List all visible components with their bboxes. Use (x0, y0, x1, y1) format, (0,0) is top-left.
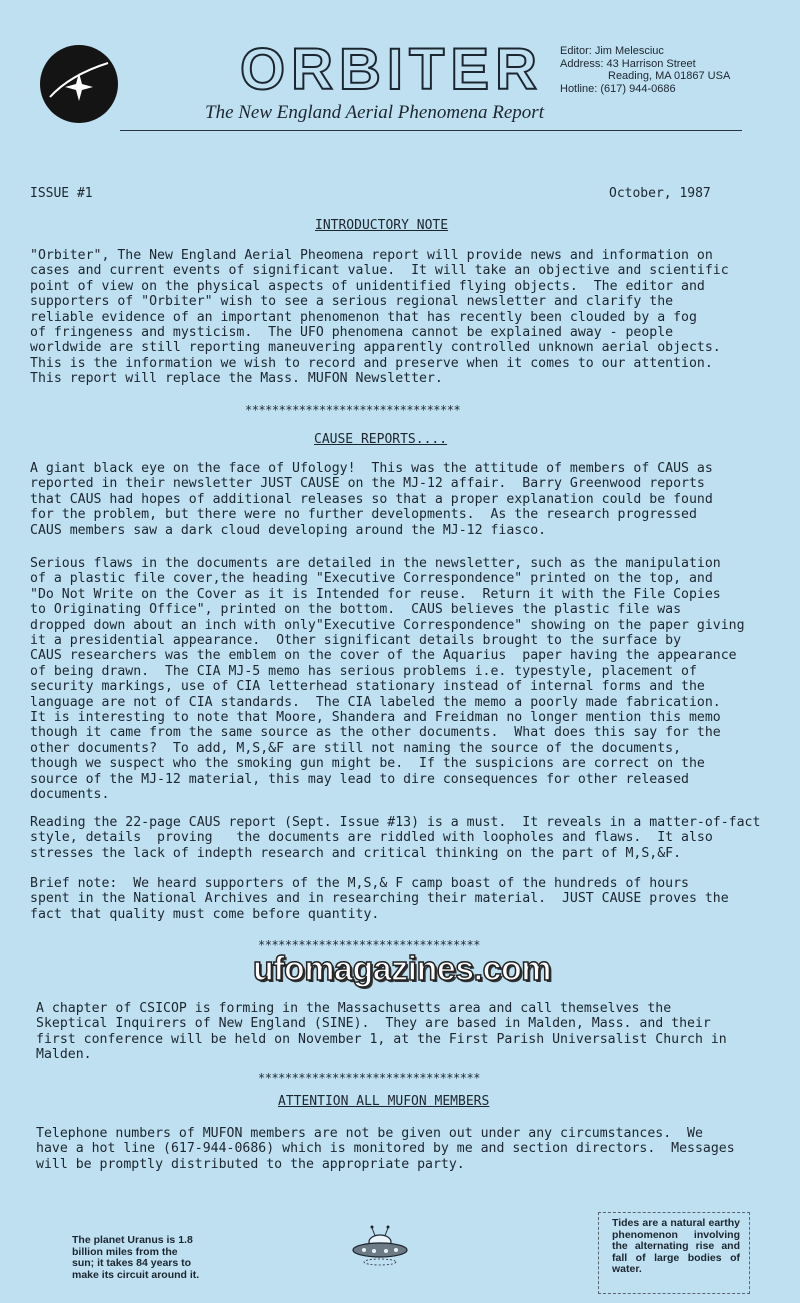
cause-paragraph-2: Serious flaws in the documents are detailed in the newsletter, such as the manipulation of a plastic file cover,the heading "Executive Correspondence" printed on the top, and "Do Not Write on the Cover as it is Intended for reuse. Return it with the File Copies to Originating Office", printed on the bottom. CAUS believes the plastic file was dropped down about an inch with only"Executive Correspondence" showing on the paper giving it a presidential appearance. Other significant details brought to the surface by CAUS researchers was the emblem on the cover of the Aquarius paper having the appearance of being drawn. The CIA MJ-5 memo has serious problems i.e. typestyle, placement of security markings, use of CIA letterhead stationary instead of internal forms and the language are not of CIA standards. The CIA labeled the memo a poorly made fabrication. It is interesting to note that Moore, Shandera and Freidman no longer mention this memo though it came from the same source as the other documents. What does this say for the other documents? To add, M,S,&F are still not naming the source of the documents, though we suspect who the smoking gun might be. If the suspicions are correct on the source of the MJ-12 material, this may lead to dire consequences for other released documents. (30, 556, 745, 803)
separator-stars: ********************************* (258, 1071, 480, 1085)
csicop-paragraph: A chapter of CSICOP is forming in the Massachusetts area and call themselves the Skeptical Inquirers of New England (SINE). They are based in Malden, Mass. and their first conference will be held on November 1, at the First Parish Universalist Church in Malden. (36, 1001, 727, 1063)
cause-paragraph-3: Reading the 22-page CAUS report (Sept. Issue #13) is a must. It reveals in a matter-of-fact style, details proving the documents are riddled with loopholes and flaws. It also stresses the lack of indepth research and critical thinking on the part of M,S,&F. (30, 815, 761, 861)
editor-address: Address: 43 Harrison Street (560, 57, 696, 70)
cause-heading: CAUSE REPORTS.... (314, 432, 448, 447)
tides-note-box (598, 1212, 748, 1292)
editor-info (560, 45, 730, 95)
orbiter-logo-icon (40, 45, 118, 123)
cause-paragraph-1: A giant black eye on the face of Ufology! This was the attitude of members of CAUS as reported in their newsletter JUST CAUSE on the MJ-12 affair. Barry Greenwood reports that CAUS had hopes of additional releases so that a proper explanation could be found for the problem, but there were no further developments. As the research progressed CAUS members saw a dark cloud developing around the MJ-12 fiasco. (30, 461, 713, 538)
editor-name: Editor: Jim Melesciuc (560, 45, 664, 57)
uranus-note: The planet Uranus is 1.8 billion miles from the sun; it takes 84 years to make its circuit around it. (72, 1234, 200, 1281)
separator-stars: ******************************** (245, 403, 461, 417)
separator-stars: ********************************* (258, 938, 480, 952)
issue-number: ISSUE #1 (30, 186, 93, 201)
flying-saucer-icon (350, 1220, 410, 1270)
editor-city: Reading, MA 01867 USA (608, 70, 731, 82)
attention-heading: ATTENTION ALL MUFON MEMBERS (278, 1094, 490, 1109)
watermark: ufomagazines.com (252, 950, 552, 988)
masthead-subtitle: The New England Aerial Phenomena Report (205, 102, 544, 123)
cause-paragraph-4: Brief note: We heard supporters of the M,S,& F camp boast of the hundreds of hours spent in the National Archives and in researching their material. JUST CAUSE proves the fact that quality must come before quantity. (30, 876, 729, 922)
attention-paragraph: Telephone numbers of MUFON members are not be given out under any circumstances. We have a hot line (617-944-0686) which is monitored by me and section directors. Messages will be promptly distributed to the appropriate party. (36, 1126, 735, 1172)
editor-hotline: Hotline: (617) 944-0686 (560, 82, 676, 95)
masthead-rule (120, 130, 742, 131)
issue-date: October, 1987 (609, 186, 711, 201)
tides-note: Tides are a natural earthy phenomenon involving the alternating rise and fall of large bodies of water. (612, 1217, 740, 1275)
masthead-title: ORBITER (240, 37, 543, 102)
intro-heading: INTRODUCTORY NOTE (315, 218, 449, 233)
intro-paragraph: "Orbiter", The New England Aerial Pheomena report will provide news and information on cases and current events of significant value. It will take an objective and scientific point of view on the physical aspects of unidentified flying objects. The editor and supporters of "Orbiter" wish to see a serious regional newsletter and clarify the reliable evidence of an important phenomenon that has recently been clouded by a fog of fringeness and mysticism. The UFO phenomena cannot be explained away - people worldwide are still reporting maneuvering apparently controlled unknown aerial objects. This is the information we wish to record and preserve when it comes to our attention. This report will replace the Mass. MUFON Newsletter. (30, 248, 729, 387)
